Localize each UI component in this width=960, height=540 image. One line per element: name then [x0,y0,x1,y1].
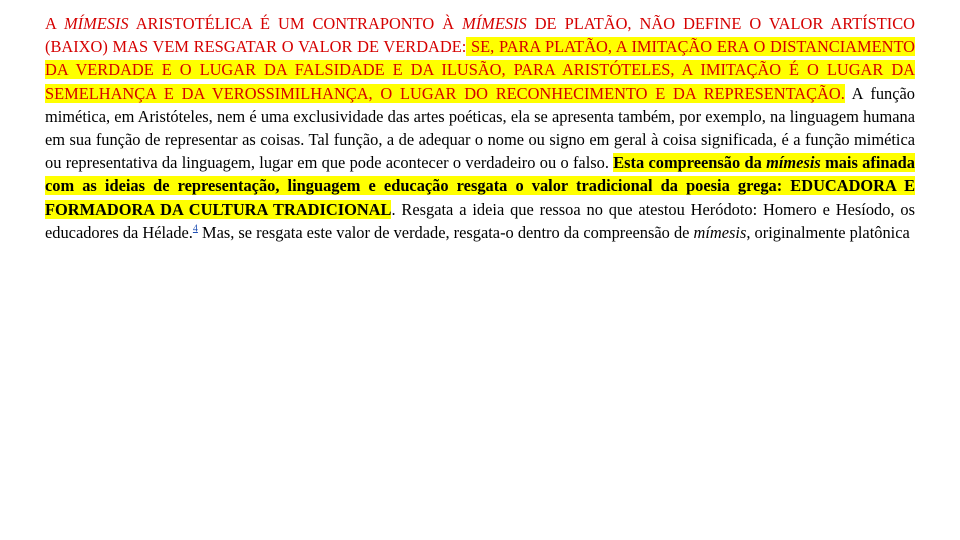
red-highlighted-text: SE, PARA PLATÃO, A IMITAÇÃO ERA O DISTANCIAMENTO DA VERDADE E O LUGAR DA FALSIDADE E DA ILUSÃO, PARA ARISTÓTELES, A IMITAÇÃO É O LUGAR DA SEMELHANÇA E DA VEROSSIMILHANÇA, O LUGAR DO RECONHECIMENTO E DA REPRESENTAÇÃO. [45,37,915,103]
bold-hl-part-1: Esta compreensão da [613,153,767,173]
plain-mimesis-term: mímesis [693,222,747,242]
plain-text-3: Mas, se resgata este valor de verdade, resgata-o dentro da compreensão de [197,222,694,242]
body-paragraph [45,12,915,244]
red-intro-part-1: A [45,14,64,33]
plain-text-1: A função mimética, em Aristóteles, nem é uma exclusividade das artes poéticas, ela se apresenta também, por exemplo, na linguagem humana em sua função de representar as coisas. Tal função, a de adequar o nome ou signo em geral à coisa significada, é a função mimética ou representativa da linguagem, lugar em que pode acontecer o verdadeiro ou o falso. [45,83,915,173]
plain-text-2: . Resgata a ideia que ressoa no que atestou Heródoto: Homero e Hesíodo, os educadores da Hélade. [45,199,915,242]
bold-hl-mimesis-term: mímesis [766,153,821,173]
bold-hl-part-2: mais afinada com as ideias de representação, linguagem e educação resgata o valor tradicional da poesia grega: EDUCADORA E FORMADORA DA CULTURA TRADICIONAL [45,153,915,219]
red-intro-text [45,14,915,103]
plain-text-4: , originalmente platônica [746,222,910,242]
red-intro-part-2: ARISTOTÉLICA É UM CONTRAPONTO À [128,14,463,33]
red-mimesis-term-2: MÍMESIS [462,14,527,33]
footnote-reference-link[interactable]: 4 [192,223,198,235]
red-mimesis-term-1: MÍMESIS [63,14,129,33]
red-intro-part-3: DE PLATÃO, NÃO DEFINE O VALOR ARTÍSTICO (BAIXO) MAS VEM RESGATAR O VALOR DE VERDADE: [45,14,915,57]
